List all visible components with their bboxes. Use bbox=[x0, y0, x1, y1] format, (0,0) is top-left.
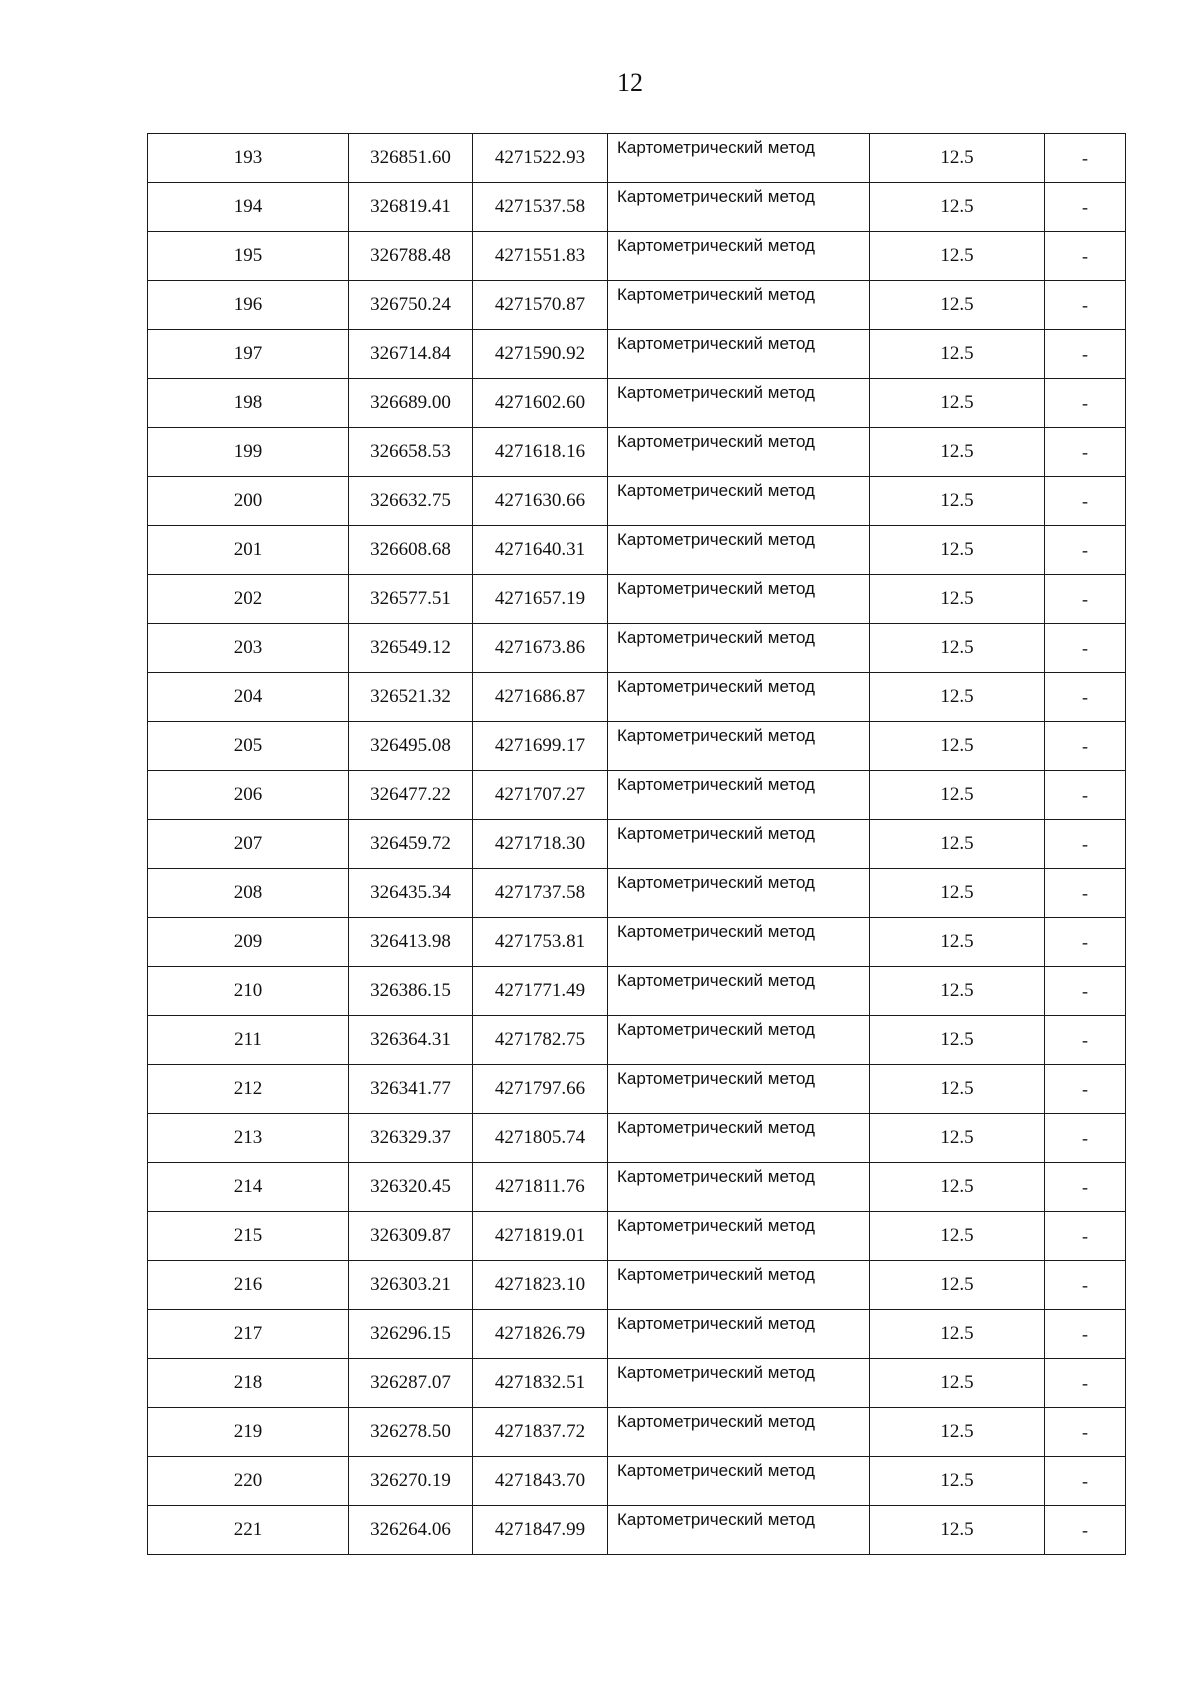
precision-cell: 12.5 bbox=[870, 1408, 1045, 1457]
point-number-cell: 194 bbox=[148, 183, 349, 232]
method-cell: Картометрический метод bbox=[608, 330, 870, 379]
point-number-cell: 205 bbox=[148, 722, 349, 771]
point-number-cell: 221 bbox=[148, 1506, 349, 1555]
point-number-cell: 218 bbox=[148, 1359, 349, 1408]
x-coordinate-cell: 326296.15 bbox=[349, 1310, 473, 1359]
coordinates-table-body bbox=[148, 134, 1126, 1555]
method-cell: Картометрический метод bbox=[608, 1065, 870, 1114]
table-row bbox=[148, 869, 1126, 918]
table-row bbox=[148, 477, 1126, 526]
method-cell: Картометрический метод bbox=[608, 575, 870, 624]
table-row bbox=[148, 575, 1126, 624]
precision-cell: 12.5 bbox=[870, 722, 1045, 771]
precision-cell: 12.5 bbox=[870, 526, 1045, 575]
description-cell: - bbox=[1045, 1359, 1126, 1408]
method-cell: Картометрический метод bbox=[608, 820, 870, 869]
y-coordinate-cell: 4271847.99 bbox=[473, 1506, 608, 1555]
x-coordinate-cell: 326819.41 bbox=[349, 183, 473, 232]
method-cell: Картометрический метод bbox=[608, 428, 870, 477]
method-cell: Картометрический метод bbox=[608, 967, 870, 1016]
y-coordinate-cell: 4271522.93 bbox=[473, 134, 608, 183]
description-cell: - bbox=[1045, 281, 1126, 330]
method-cell: Картометрический метод bbox=[608, 1114, 870, 1163]
y-coordinate-cell: 4271782.75 bbox=[473, 1016, 608, 1065]
point-number-cell: 193 bbox=[148, 134, 349, 183]
point-number-cell: 201 bbox=[148, 526, 349, 575]
method-cell: Картометрический метод bbox=[608, 1359, 870, 1408]
x-coordinate-cell: 326689.00 bbox=[349, 379, 473, 428]
description-cell: - bbox=[1045, 575, 1126, 624]
table-row bbox=[148, 820, 1126, 869]
description-cell: - bbox=[1045, 967, 1126, 1016]
description-cell: - bbox=[1045, 134, 1126, 183]
x-coordinate-cell: 326851.60 bbox=[349, 134, 473, 183]
table-row bbox=[148, 1310, 1126, 1359]
description-cell: - bbox=[1045, 1212, 1126, 1261]
method-cell: Картометрический метод bbox=[608, 1261, 870, 1310]
table-row bbox=[148, 967, 1126, 1016]
description-cell: - bbox=[1045, 1114, 1126, 1163]
method-cell: Картометрический метод bbox=[608, 1457, 870, 1506]
point-number-cell: 212 bbox=[148, 1065, 349, 1114]
x-coordinate-cell: 326303.21 bbox=[349, 1261, 473, 1310]
x-coordinate-cell: 326278.50 bbox=[349, 1408, 473, 1457]
x-coordinate-cell: 326577.51 bbox=[349, 575, 473, 624]
y-coordinate-cell: 4271657.19 bbox=[473, 575, 608, 624]
method-cell: Картометрический метод bbox=[608, 477, 870, 526]
description-cell: - bbox=[1045, 1506, 1126, 1555]
precision-cell: 12.5 bbox=[870, 232, 1045, 281]
point-number-cell: 211 bbox=[148, 1016, 349, 1065]
table-row bbox=[148, 1359, 1126, 1408]
y-coordinate-cell: 4271673.86 bbox=[473, 624, 608, 673]
description-cell: - bbox=[1045, 673, 1126, 722]
method-cell: Картометрический метод bbox=[608, 526, 870, 575]
precision-cell: 12.5 bbox=[870, 1457, 1045, 1506]
point-number-cell: 219 bbox=[148, 1408, 349, 1457]
table-row bbox=[148, 722, 1126, 771]
description-cell: - bbox=[1045, 624, 1126, 673]
description-cell: - bbox=[1045, 820, 1126, 869]
precision-cell: 12.5 bbox=[870, 281, 1045, 330]
table-row bbox=[148, 379, 1126, 428]
precision-cell: 12.5 bbox=[870, 624, 1045, 673]
y-coordinate-cell: 4271537.58 bbox=[473, 183, 608, 232]
precision-cell: 12.5 bbox=[870, 1212, 1045, 1261]
description-cell: - bbox=[1045, 1065, 1126, 1114]
precision-cell: 12.5 bbox=[870, 428, 1045, 477]
table-row bbox=[148, 673, 1126, 722]
precision-cell: 12.5 bbox=[870, 330, 1045, 379]
precision-cell: 12.5 bbox=[870, 1016, 1045, 1065]
x-coordinate-cell: 326608.68 bbox=[349, 526, 473, 575]
description-cell: - bbox=[1045, 918, 1126, 967]
description-cell: - bbox=[1045, 183, 1126, 232]
table-row bbox=[148, 1016, 1126, 1065]
description-cell: - bbox=[1045, 526, 1126, 575]
description-cell: - bbox=[1045, 869, 1126, 918]
description-cell: - bbox=[1045, 379, 1126, 428]
y-coordinate-cell: 4271640.31 bbox=[473, 526, 608, 575]
x-coordinate-cell: 326386.15 bbox=[349, 967, 473, 1016]
x-coordinate-cell: 326459.72 bbox=[349, 820, 473, 869]
method-cell: Картометрический метод bbox=[608, 183, 870, 232]
table-row bbox=[148, 1212, 1126, 1261]
point-number-cell: 214 bbox=[148, 1163, 349, 1212]
method-cell: Картометрический метод bbox=[608, 134, 870, 183]
description-cell: - bbox=[1045, 1261, 1126, 1310]
coordinates-table bbox=[147, 133, 1126, 1555]
table-row bbox=[148, 134, 1126, 183]
point-number-cell: 216 bbox=[148, 1261, 349, 1310]
method-cell: Картометрический метод bbox=[608, 624, 870, 673]
precision-cell: 12.5 bbox=[870, 1310, 1045, 1359]
table-row bbox=[148, 1506, 1126, 1555]
method-cell: Картометрический метод bbox=[608, 673, 870, 722]
table-row bbox=[148, 1114, 1126, 1163]
precision-cell: 12.5 bbox=[870, 918, 1045, 967]
y-coordinate-cell: 4271819.01 bbox=[473, 1212, 608, 1261]
x-coordinate-cell: 326413.98 bbox=[349, 918, 473, 967]
y-coordinate-cell: 4271797.66 bbox=[473, 1065, 608, 1114]
table-row bbox=[148, 1457, 1126, 1506]
x-coordinate-cell: 326477.22 bbox=[349, 771, 473, 820]
x-coordinate-cell: 326658.53 bbox=[349, 428, 473, 477]
point-number-cell: 203 bbox=[148, 624, 349, 673]
y-coordinate-cell: 4271602.60 bbox=[473, 379, 608, 428]
point-number-cell: 199 bbox=[148, 428, 349, 477]
y-coordinate-cell: 4271843.70 bbox=[473, 1457, 608, 1506]
precision-cell: 12.5 bbox=[870, 575, 1045, 624]
method-cell: Картометрический метод bbox=[608, 1408, 870, 1457]
y-coordinate-cell: 4271551.83 bbox=[473, 232, 608, 281]
table-row bbox=[148, 1408, 1126, 1457]
method-cell: Картометрический метод bbox=[608, 771, 870, 820]
precision-cell: 12.5 bbox=[870, 1065, 1045, 1114]
y-coordinate-cell: 4271570.87 bbox=[473, 281, 608, 330]
y-coordinate-cell: 4271590.92 bbox=[473, 330, 608, 379]
x-coordinate-cell: 326341.77 bbox=[349, 1065, 473, 1114]
x-coordinate-cell: 326714.84 bbox=[349, 330, 473, 379]
table-row bbox=[148, 1065, 1126, 1114]
point-number-cell: 204 bbox=[148, 673, 349, 722]
table-row bbox=[148, 330, 1126, 379]
table-row bbox=[148, 183, 1126, 232]
description-cell: - bbox=[1045, 477, 1126, 526]
point-number-cell: 202 bbox=[148, 575, 349, 624]
x-coordinate-cell: 326287.07 bbox=[349, 1359, 473, 1408]
table-row bbox=[148, 918, 1126, 967]
method-cell: Картометрический метод bbox=[608, 1016, 870, 1065]
point-number-cell: 195 bbox=[148, 232, 349, 281]
description-cell: - bbox=[1045, 1163, 1126, 1212]
y-coordinate-cell: 4271826.79 bbox=[473, 1310, 608, 1359]
description-cell: - bbox=[1045, 1457, 1126, 1506]
point-number-cell: 198 bbox=[148, 379, 349, 428]
precision-cell: 12.5 bbox=[870, 1114, 1045, 1163]
y-coordinate-cell: 4271832.51 bbox=[473, 1359, 608, 1408]
x-coordinate-cell: 326549.12 bbox=[349, 624, 473, 673]
method-cell: Картометрический метод bbox=[608, 722, 870, 771]
table-row bbox=[148, 428, 1126, 477]
x-coordinate-cell: 326264.06 bbox=[349, 1506, 473, 1555]
method-cell: Картометрический метод bbox=[608, 1163, 870, 1212]
y-coordinate-cell: 4271686.87 bbox=[473, 673, 608, 722]
x-coordinate-cell: 326309.87 bbox=[349, 1212, 473, 1261]
y-coordinate-cell: 4271718.30 bbox=[473, 820, 608, 869]
precision-cell: 12.5 bbox=[870, 477, 1045, 526]
point-number-cell: 208 bbox=[148, 869, 349, 918]
y-coordinate-cell: 4271823.10 bbox=[473, 1261, 608, 1310]
precision-cell: 12.5 bbox=[870, 1163, 1045, 1212]
table-row bbox=[148, 624, 1126, 673]
method-cell: Картометрический метод bbox=[608, 232, 870, 281]
point-number-cell: 197 bbox=[148, 330, 349, 379]
precision-cell: 12.5 bbox=[870, 183, 1045, 232]
precision-cell: 12.5 bbox=[870, 771, 1045, 820]
description-cell: - bbox=[1045, 1408, 1126, 1457]
point-number-cell: 217 bbox=[148, 1310, 349, 1359]
x-coordinate-cell: 326329.37 bbox=[349, 1114, 473, 1163]
x-coordinate-cell: 326788.48 bbox=[349, 232, 473, 281]
point-number-cell: 200 bbox=[148, 477, 349, 526]
x-coordinate-cell: 326435.34 bbox=[349, 869, 473, 918]
precision-cell: 12.5 bbox=[870, 1261, 1045, 1310]
point-number-cell: 210 bbox=[148, 967, 349, 1016]
precision-cell: 12.5 bbox=[870, 869, 1045, 918]
method-cell: Картометрический метод bbox=[608, 1212, 870, 1261]
y-coordinate-cell: 4271811.76 bbox=[473, 1163, 608, 1212]
point-number-cell: 207 bbox=[148, 820, 349, 869]
y-coordinate-cell: 4271771.49 bbox=[473, 967, 608, 1016]
precision-cell: 12.5 bbox=[870, 1359, 1045, 1408]
method-cell: Картометрический метод bbox=[608, 379, 870, 428]
y-coordinate-cell: 4271753.81 bbox=[473, 918, 608, 967]
table-row bbox=[148, 526, 1126, 575]
table-row bbox=[148, 1261, 1126, 1310]
method-cell: Картометрический метод bbox=[608, 1310, 870, 1359]
description-cell: - bbox=[1045, 1016, 1126, 1065]
point-number-cell: 209 bbox=[148, 918, 349, 967]
point-number-cell: 215 bbox=[148, 1212, 349, 1261]
x-coordinate-cell: 326750.24 bbox=[349, 281, 473, 330]
page-number: 12 bbox=[617, 68, 643, 97]
method-cell: Картометрический метод bbox=[608, 1506, 870, 1555]
table-row bbox=[148, 232, 1126, 281]
table-row bbox=[148, 1163, 1126, 1212]
x-coordinate-cell: 326364.31 bbox=[349, 1016, 473, 1065]
x-coordinate-cell: 326521.32 bbox=[349, 673, 473, 722]
x-coordinate-cell: 326270.19 bbox=[349, 1457, 473, 1506]
description-cell: - bbox=[1045, 722, 1126, 771]
y-coordinate-cell: 4271837.72 bbox=[473, 1408, 608, 1457]
description-cell: - bbox=[1045, 771, 1126, 820]
point-number-cell: 196 bbox=[148, 281, 349, 330]
y-coordinate-cell: 4271805.74 bbox=[473, 1114, 608, 1163]
point-number-cell: 220 bbox=[148, 1457, 349, 1506]
x-coordinate-cell: 326495.08 bbox=[349, 722, 473, 771]
table-row bbox=[148, 771, 1126, 820]
method-cell: Картометрический метод bbox=[608, 281, 870, 330]
x-coordinate-cell: 326320.45 bbox=[349, 1163, 473, 1212]
point-number-cell: 213 bbox=[148, 1114, 349, 1163]
precision-cell: 12.5 bbox=[870, 379, 1045, 428]
method-cell: Картометрический метод bbox=[608, 869, 870, 918]
precision-cell: 12.5 bbox=[870, 820, 1045, 869]
table-row bbox=[148, 281, 1126, 330]
precision-cell: 12.5 bbox=[870, 134, 1045, 183]
precision-cell: 12.5 bbox=[870, 1506, 1045, 1555]
y-coordinate-cell: 4271618.16 bbox=[473, 428, 608, 477]
description-cell: - bbox=[1045, 1310, 1126, 1359]
x-coordinate-cell: 326632.75 bbox=[349, 477, 473, 526]
description-cell: - bbox=[1045, 232, 1126, 281]
method-cell: Картометрический метод bbox=[608, 918, 870, 967]
precision-cell: 12.5 bbox=[870, 673, 1045, 722]
precision-cell: 12.5 bbox=[870, 967, 1045, 1016]
description-cell: - bbox=[1045, 428, 1126, 477]
y-coordinate-cell: 4271699.17 bbox=[473, 722, 608, 771]
y-coordinate-cell: 4271707.27 bbox=[473, 771, 608, 820]
point-number-cell: 206 bbox=[148, 771, 349, 820]
y-coordinate-cell: 4271630.66 bbox=[473, 477, 608, 526]
description-cell: - bbox=[1045, 330, 1126, 379]
y-coordinate-cell: 4271737.58 bbox=[473, 869, 608, 918]
